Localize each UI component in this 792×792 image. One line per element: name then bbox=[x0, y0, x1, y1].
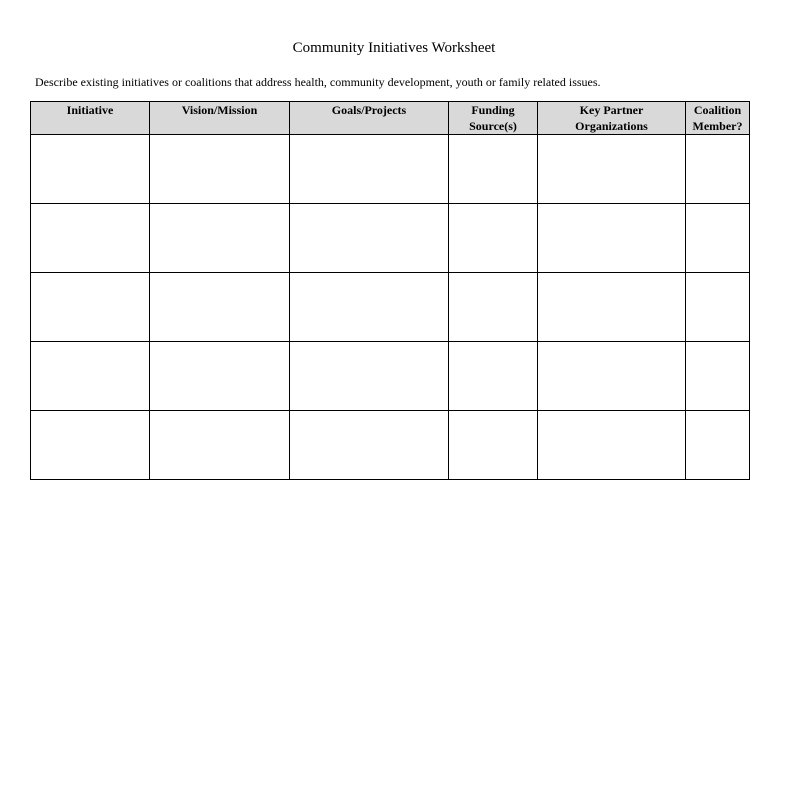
header-funding-sources-line2: Source(s) bbox=[469, 119, 517, 133]
header-vision-mission bbox=[150, 102, 290, 135]
initiatives-table bbox=[30, 101, 750, 480]
vision-mission-cell[interactable] bbox=[150, 342, 290, 411]
coalition-member-cell[interactable] bbox=[686, 204, 750, 273]
initiative-cell[interactable] bbox=[31, 273, 150, 342]
vision-mission-cell[interactable] bbox=[150, 135, 290, 204]
coalition-member-cell[interactable] bbox=[686, 135, 750, 204]
vision-mission-cell[interactable] bbox=[150, 411, 290, 480]
header-goals-projects bbox=[290, 102, 449, 135]
initiative-cell[interactable] bbox=[31, 411, 150, 480]
key-partner-cell[interactable] bbox=[538, 273, 686, 342]
initiative-cell[interactable] bbox=[31, 342, 150, 411]
funding-sources-cell[interactable] bbox=[449, 135, 538, 204]
header-coalition-member-line1: Coalition bbox=[693, 103, 742, 117]
header-coalition-member-line2: Member? bbox=[692, 119, 743, 133]
table-row bbox=[31, 204, 750, 273]
funding-sources-cell[interactable] bbox=[449, 204, 538, 273]
coalition-member-cell[interactable] bbox=[686, 342, 750, 411]
header-key-partner-line2: Organizations bbox=[575, 119, 648, 133]
key-partner-cell[interactable] bbox=[538, 411, 686, 480]
goals-projects-cell[interactable] bbox=[290, 273, 449, 342]
header-funding-sources-line1: Funding bbox=[471, 103, 515, 117]
coalition-member-cell[interactable] bbox=[686, 273, 750, 342]
header-initiative bbox=[31, 102, 150, 135]
header-funding-sources bbox=[449, 102, 538, 135]
table-row bbox=[31, 411, 750, 480]
key-partner-cell[interactable] bbox=[538, 135, 686, 204]
funding-sources-cell[interactable] bbox=[449, 273, 538, 342]
header-initiative-label: Initiative bbox=[66, 103, 114, 117]
header-key-partner-organizations bbox=[538, 102, 686, 135]
header-vision-mission-label: Vision/Mission bbox=[181, 103, 258, 117]
instructions-text: Describe existing initiatives or coalitions that address health, community development, youth or family related issues. bbox=[35, 75, 601, 89]
table-header-row bbox=[31, 102, 750, 135]
table-row bbox=[31, 342, 750, 411]
header-goals-projects-label: Goals/Projects bbox=[331, 103, 407, 117]
vision-mission-cell[interactable] bbox=[150, 204, 290, 273]
table-row bbox=[31, 135, 750, 204]
goals-projects-cell[interactable] bbox=[290, 342, 449, 411]
goals-projects-cell[interactable] bbox=[290, 204, 449, 273]
initiative-cell[interactable] bbox=[31, 204, 150, 273]
coalition-member-cell[interactable] bbox=[686, 411, 750, 480]
key-partner-cell[interactable] bbox=[538, 342, 686, 411]
goals-projects-cell[interactable] bbox=[290, 411, 449, 480]
initiative-cell[interactable] bbox=[31, 135, 150, 204]
header-key-partner-line1: Key Partner bbox=[579, 103, 644, 117]
key-partner-cell[interactable] bbox=[538, 204, 686, 273]
table-body bbox=[31, 135, 750, 480]
goals-projects-cell[interactable] bbox=[290, 135, 449, 204]
page-title: Community Initiatives Worksheet bbox=[292, 40, 496, 56]
table-row bbox=[31, 273, 750, 342]
vision-mission-cell[interactable] bbox=[150, 273, 290, 342]
funding-sources-cell[interactable] bbox=[449, 411, 538, 480]
funding-sources-cell[interactable] bbox=[449, 342, 538, 411]
header-coalition-member bbox=[686, 102, 750, 135]
